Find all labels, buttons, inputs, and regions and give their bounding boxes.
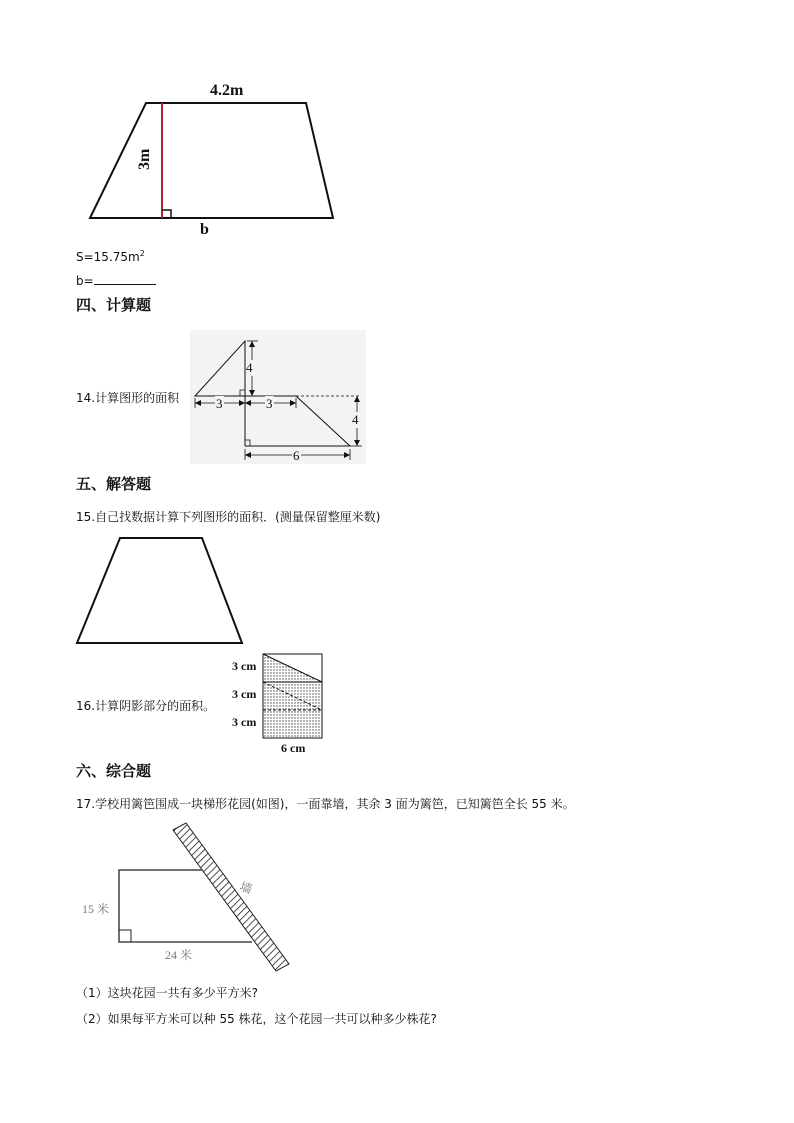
area-text: S=15.75m bbox=[76, 250, 140, 264]
sub-question-2: （2）如果每平方米可以种 55 株花，这个花园一共可以种多少株花? bbox=[76, 1012, 437, 1026]
bottom-label-q17: 24 米 bbox=[165, 948, 193, 962]
dim-label-mid-width: 3 bbox=[266, 396, 273, 411]
bottom-label-q16: 6 cm bbox=[281, 741, 306, 755]
question-17-text: 17.学校用篱笆围成一块梯形花园(如图)，一面靠墙，其余 3 面为篱笆，已知篱笆全长 55 米。 bbox=[76, 797, 575, 811]
question-15-text: 15.自己找数据计算下列图形的面积．(测量保留整厘米数) bbox=[76, 510, 381, 524]
right-angle-mark-q17 bbox=[119, 930, 131, 942]
dim-label-top-height: 4 bbox=[246, 360, 253, 375]
dim-label-bottom-width: 6 bbox=[293, 448, 300, 463]
row-label-2: 3 cm bbox=[232, 687, 257, 701]
section-heading-4: 四、计算题 bbox=[76, 296, 152, 314]
section-heading-6: 六、综合题 bbox=[76, 762, 152, 780]
wall-label: 墙 bbox=[237, 879, 254, 897]
section-heading-5: 五、解答题 bbox=[76, 475, 152, 493]
sub-question-1: （1）这块花园一共有多少平方米? bbox=[76, 986, 259, 1000]
top-base-label: 4.2m bbox=[210, 82, 244, 99]
height-label: 3m bbox=[136, 148, 153, 170]
answer-label: b= bbox=[76, 274, 94, 288]
bottom-base-label: b bbox=[200, 221, 209, 238]
dim-label-left-width: 3 bbox=[216, 396, 223, 411]
question-16-text: 16.计算阴影部分的面积。 bbox=[76, 699, 216, 713]
question-14-text: 14.计算图形的面积 bbox=[76, 391, 180, 405]
area-exponent: 2 bbox=[139, 249, 145, 258]
height-label-q17: 15 米 bbox=[82, 902, 110, 916]
dim-label-right-height: 4 bbox=[352, 412, 359, 427]
row-label-1: 3 cm bbox=[232, 659, 257, 673]
row-label-3: 3 cm bbox=[232, 715, 257, 729]
